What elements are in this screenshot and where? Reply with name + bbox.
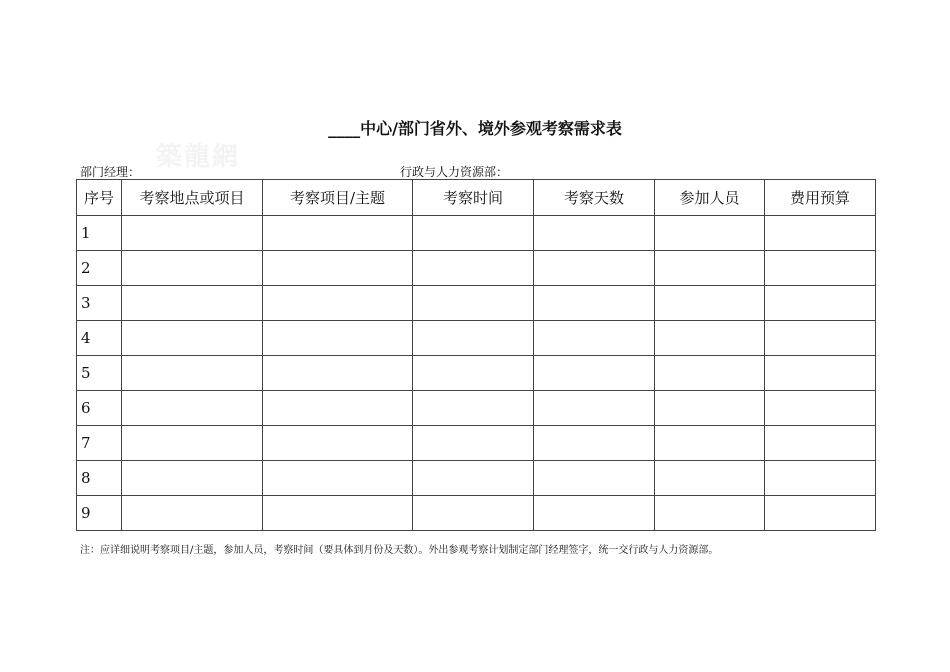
table-row [77, 286, 876, 321]
table-cell[interactable] [122, 496, 263, 531]
request-table [76, 179, 876, 531]
dept-manager-label: 部门经理： [80, 165, 141, 179]
table-cell[interactable] [413, 426, 534, 461]
table-row [77, 496, 876, 531]
table-cell[interactable] [765, 286, 876, 321]
row-number: 2 [77, 251, 122, 286]
table-cell[interactable] [534, 461, 655, 496]
table-cell[interactable] [263, 251, 413, 286]
table-cell[interactable] [413, 391, 534, 426]
row-number: 3 [77, 286, 122, 321]
table-cell[interactable] [655, 251, 765, 286]
table-cell[interactable] [122, 286, 263, 321]
table-cell[interactable] [655, 356, 765, 391]
row-number: 4 [77, 321, 122, 356]
table-row [77, 356, 876, 391]
row-number: 6 [77, 391, 122, 426]
table-cell[interactable] [655, 216, 765, 251]
header-row [77, 180, 876, 216]
row-number: 9 [77, 496, 122, 531]
table-cell[interactable] [655, 391, 765, 426]
table-cell[interactable] [263, 391, 413, 426]
table-cell[interactable] [413, 216, 534, 251]
header-time: 考察时间 [413, 180, 534, 216]
admin-hr-label: 行政与人力资源部： [400, 165, 509, 179]
table-row [77, 461, 876, 496]
table-cell[interactable] [534, 286, 655, 321]
table-cell[interactable] [765, 391, 876, 426]
row-number: 7 [77, 426, 122, 461]
table-cell[interactable] [263, 321, 413, 356]
table-cell[interactable] [413, 356, 534, 391]
table-row [77, 251, 876, 286]
header-topic: 考察项目/主题 [263, 180, 413, 216]
table-cell[interactable] [655, 426, 765, 461]
table-cell[interactable] [655, 321, 765, 356]
row-number: 5 [77, 356, 122, 391]
table-cell[interactable] [534, 426, 655, 461]
table-cell[interactable] [122, 391, 263, 426]
table-cell[interactable] [263, 496, 413, 531]
table-cell[interactable] [765, 426, 876, 461]
table-cell[interactable] [534, 496, 655, 531]
table-cell[interactable] [122, 321, 263, 356]
table-cell[interactable] [655, 461, 765, 496]
table-row [77, 216, 876, 251]
table-cell[interactable] [122, 356, 263, 391]
table-cell[interactable] [263, 286, 413, 321]
row-number: 8 [77, 461, 122, 496]
table-cell[interactable] [765, 216, 876, 251]
watermark: 築龍網 [156, 142, 241, 172]
table-cell[interactable] [122, 426, 263, 461]
table-cell[interactable] [765, 251, 876, 286]
table-cell[interactable] [534, 321, 655, 356]
table-cell[interactable] [122, 216, 263, 251]
table-cell[interactable] [122, 251, 263, 286]
table-cell[interactable] [765, 356, 876, 391]
header-days: 考察天数 [534, 180, 655, 216]
table-cell[interactable] [765, 321, 876, 356]
table-cell[interactable] [122, 461, 263, 496]
table-cell[interactable] [534, 216, 655, 251]
table-cell[interactable] [413, 496, 534, 531]
table-cell[interactable] [413, 321, 534, 356]
table-cell[interactable] [263, 216, 413, 251]
table-cell[interactable] [534, 251, 655, 286]
table-cell[interactable] [534, 356, 655, 391]
table-cell[interactable] [655, 496, 765, 531]
table-cell[interactable] [413, 461, 534, 496]
table-row [77, 426, 876, 461]
table-cell[interactable] [413, 251, 534, 286]
table-cell[interactable] [655, 286, 765, 321]
footnote: 注：应详细说明考察项目/主题，参加人员，考察时间（要具体到月份及天数）。外出参观考察计划制定部门经理签字，统一交行政与人力资源部。 [80, 545, 719, 556]
table-cell[interactable] [534, 391, 655, 426]
table-cell[interactable] [765, 496, 876, 531]
header-location: 考察地点或项目 [122, 180, 263, 216]
header-index: 序号 [77, 180, 122, 216]
page-title: ____中心/部门省外、境外参观考察需求表 [328, 119, 622, 138]
table-cell[interactable] [413, 286, 534, 321]
table-row [77, 391, 876, 426]
table-cell[interactable] [263, 426, 413, 461]
header-budget: 费用预算 [765, 180, 876, 216]
table-cell[interactable] [765, 461, 876, 496]
table-cell[interactable] [263, 356, 413, 391]
table-cell[interactable] [263, 461, 413, 496]
header-participants: 参加人员 [655, 180, 765, 216]
table-row [77, 321, 876, 356]
row-number: 1 [77, 216, 122, 251]
